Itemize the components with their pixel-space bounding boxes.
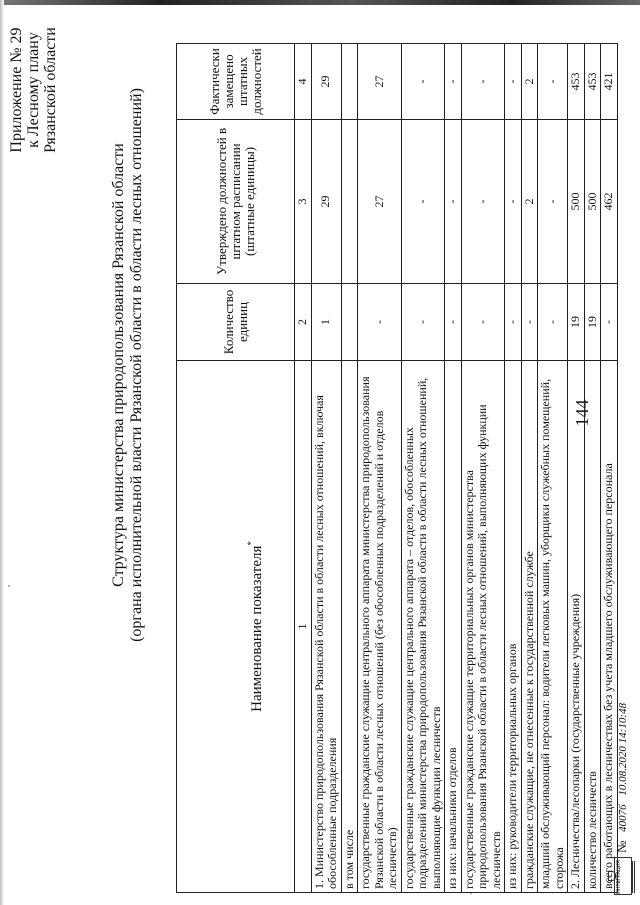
document-registration (614, 703, 630, 853)
table-row (341, 44, 358, 893)
row-name: младший обслуживающий персонал: водители легковых машин, уборщики служебных помещений, сторожа (538, 360, 568, 892)
title-line: (органа исполнительной власти Рязанской области в области лесных отношений) (128, 88, 145, 642)
row-name: из них: руководители территориальных органов (505, 360, 522, 892)
row-actual (341, 44, 358, 120)
header-approved: Утверждено должностей в штатном расписании (штатные единицы) (177, 119, 295, 283)
row-name: всего работающих в лесничествах без учета младшего обслуживающего персонала (601, 360, 618, 892)
row-actual: - (461, 44, 505, 120)
table-row (538, 44, 568, 893)
registration-stamp (608, 857, 636, 895)
row-name: государственные гражданские служащие территориальных органов министерства природопользования Рязанской области в области лесных отношений, выполняющих функции лесничеств (461, 360, 505, 892)
table-row (358, 44, 402, 893)
document-datetime: 10.08.2020 14:10:48 (617, 703, 629, 796)
row-count: - (461, 284, 505, 361)
row-actual: - (538, 44, 568, 120)
stamp-rule (632, 861, 633, 893)
header-actual: Фактически замещено штатных должностей (177, 44, 295, 120)
row-actual: 29 (311, 44, 341, 120)
appendix-line: к Лесному плану (25, 32, 42, 148)
table-row (568, 44, 585, 893)
stamp-label: ИНТЕГРАЦИЯ (616, 860, 622, 894)
row-actual: 2 (521, 44, 538, 120)
row-count: - (445, 284, 462, 361)
row-count: 1 (311, 284, 341, 361)
row-name: 1. Министерство природопользования Рязанской области в области лесных отношений, включая обособленные подразделения (311, 360, 341, 892)
appendix-note (8, 20, 59, 160)
row-approved: 2 (521, 119, 538, 283)
row-count: - (505, 284, 522, 361)
row-approved: 500 (568, 119, 585, 283)
column-number: 1 (295, 360, 312, 892)
row-count: 19 (584, 284, 601, 361)
header-name: Наименование показателя* (177, 360, 295, 892)
table-header-row (177, 44, 295, 893)
header-count: Количество единиц (177, 284, 295, 361)
row-actual: 27 (358, 44, 402, 120)
row-approved: - (505, 119, 522, 283)
row-actual: 421 (601, 44, 618, 120)
document-title (110, 65, 146, 665)
table-row (401, 44, 445, 893)
table-row (461, 44, 505, 893)
row-name: количество лесничеств (584, 360, 601, 892)
row-count: - (401, 284, 445, 361)
row-count: - (358, 284, 402, 361)
row-name: 2. Лесничества/лесопарки (государственные учреждения) (568, 360, 585, 892)
row-approved: - (445, 119, 462, 283)
row-actual: - (445, 44, 462, 120)
table-row (311, 44, 341, 893)
row-approved: - (461, 119, 505, 283)
column-number: 4 (295, 44, 312, 120)
row-approved (341, 119, 358, 283)
column-number: 2 (295, 284, 312, 361)
row-count: - (601, 284, 618, 361)
row-count: 19 (568, 284, 585, 361)
table-row (445, 44, 462, 893)
row-name: в том числе (341, 360, 358, 892)
row-name: из них: начальники отделов (445, 360, 462, 892)
row-approved: 462 (601, 119, 618, 283)
row-count: - (538, 284, 568, 361)
number-sign: № (614, 840, 629, 853)
stamp-rule (634, 861, 635, 893)
row-approved: - (401, 119, 445, 283)
column-numbers-row (295, 44, 312, 893)
column-number: 3 (295, 119, 312, 283)
row-actual: 453 (584, 44, 601, 120)
page-number: 144 (572, 399, 592, 427)
row-name: государственные гражданские служащие центрального аппарата министерства природопользования Рязанской области в области лесных отношений (без обособленных подразделений и отделов лесничеств) (358, 360, 402, 892)
appendix-line: Приложение № 29 (8, 27, 25, 153)
row-approved: 29 (311, 119, 341, 283)
table-row (521, 44, 538, 893)
row-approved: 500 (584, 119, 601, 283)
row-count: - (521, 284, 538, 361)
structure-table (176, 43, 618, 893)
row-count (341, 284, 358, 361)
row-actual: - (401, 44, 445, 120)
row-name: гражданские служащие, не отнесенные к государственной службе (521, 360, 538, 892)
table-row (584, 44, 601, 893)
table-row (505, 44, 522, 893)
row-approved: - (538, 119, 568, 283)
title-line: Структура министерства природопользования Рязанской области (110, 143, 127, 587)
row-actual: 453 (568, 44, 585, 120)
document-number: 40076 (617, 804, 629, 832)
row-name: государственные гражданские служащие центрального аппарата – отделов, обособленных подразделений министерства природопользования Рязанской области в области лесных отношений, выполняющие функции лесничеств (401, 360, 445, 892)
appendix-line: Рязанской области (42, 27, 59, 153)
row-actual: - (505, 44, 522, 120)
row-approved: 27 (358, 119, 402, 283)
